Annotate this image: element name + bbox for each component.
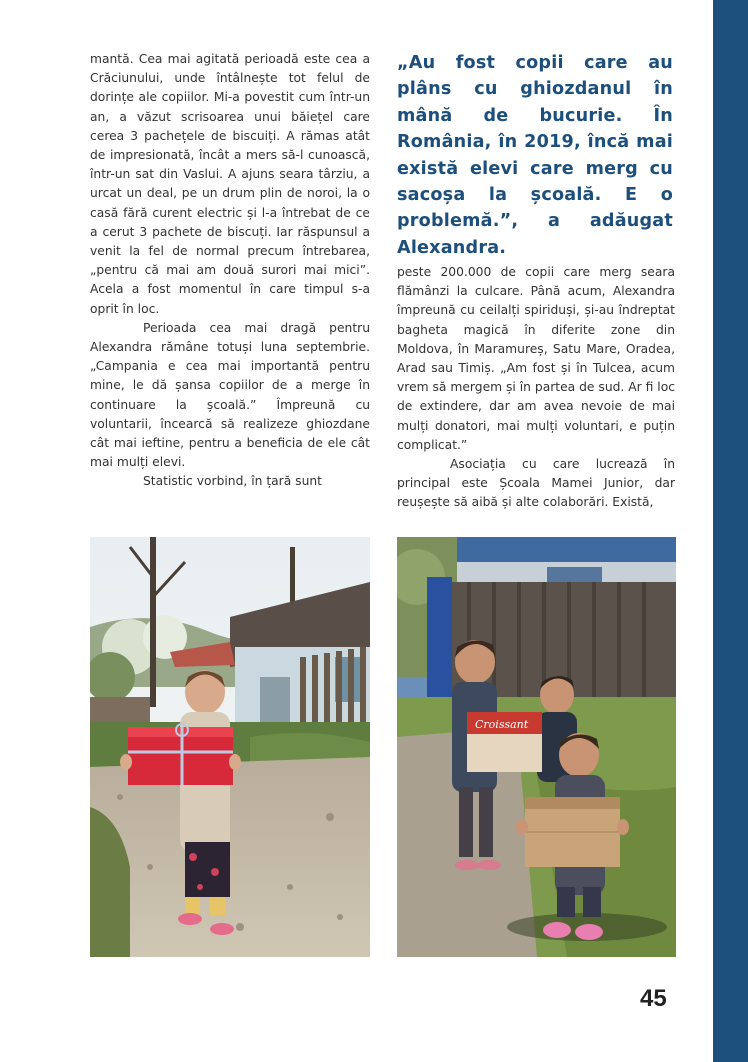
photo-child-with-gift-box bbox=[90, 537, 370, 957]
paragraph: mantă. Cea mai agitată perioadă este cea a Crăciunului, unde întâlnește tot felul de dorințe ale copiilor. Mi-a povestit cum într-un an, a văzut scrisoarea unui băiețel care cerea 3 pachețele de biscuiți. A rămas atât de impresionată, încât a mers să-l cunoască, într-un sat din Vaslui. A ajuns seara târziu, a urcat un deal, pe un drum plin de noroi, la o casă fără curent electric și l-a întrebat de ce a cerut 3 pachete de biscuți. Iar răspunsul a venit la fel de normal precum întrebarea, „pentru că mai am două surori mai mici”. Acela a fost momentul în care timpul s-a oprit în loc. bbox=[90, 52, 370, 316]
photo-children-with-boxes bbox=[397, 537, 676, 957]
paragraph: Perioada cea mai dragă pentru Alexandra rămâne totuși luna septembrie. „Campania e cea mai importantă pentru mine, le dă șansa copiilor de a merge în continuare la școală.” Împreună cu voluntarii, încearcă să realizeze ghiozdane cât mai ieftine, pentru a beneficia de ele cât mai mulți elevi. bbox=[90, 320, 370, 470]
page-side-bar bbox=[713, 0, 748, 1062]
page-number: 45 bbox=[640, 985, 667, 1012]
box-label: Croissant bbox=[475, 718, 529, 731]
article-right-column bbox=[397, 263, 675, 513]
paragraph: peste 200.000 de copii care merg seara flămânzi la culcare. Până acum, Alexandra împreună cu ceilalți spiriduși, și-au îndreptat bagheta magică în diferite zone din Moldova, în Maramureș, Satu Mare, Oradea, Arad sau Timiș. „Am fost și în Tulcea, acum vrem să mergem și în partea de sud. Ar fi loc de extindere, dar am avea nevoie de mai mulți donatori, mai mulți voluntari, e puțin complicat.” bbox=[397, 265, 675, 452]
article-left-column bbox=[90, 50, 370, 492]
pull-quote: „Au fost copii care au plâns cu ghiozdanul în mână de bucurie. În România, în 2019, încă mai există elevi care merg cu sacoșa la școală. E o problemă.”, a adăugat Alexandra. bbox=[397, 53, 673, 258]
paragraph: Statistic vorbind, în țară sunt bbox=[143, 474, 323, 489]
paragraph: Asociația cu care lucrează în principal este Școala Mamei Junior, dar reușește să aibă și alte colaborări. Există, bbox=[397, 457, 675, 510]
